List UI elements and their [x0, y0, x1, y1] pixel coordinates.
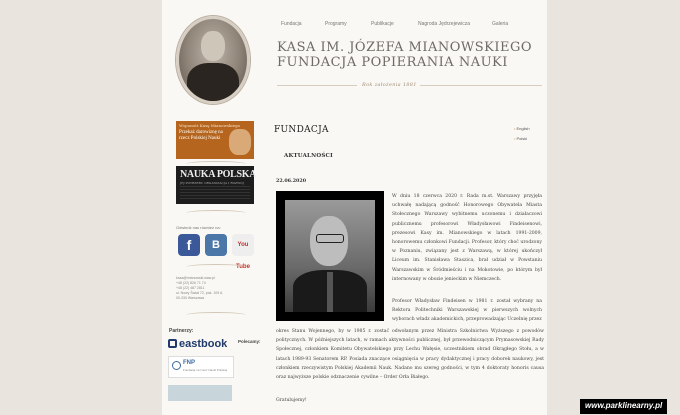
divider-right [420, 85, 542, 86]
photo-background [285, 200, 375, 312]
portrait-body [187, 63, 239, 104]
fnp-sub: Fundacja na rzecz Nauki Polskiej [183, 368, 228, 372]
fnp-logo-icon [172, 361, 181, 370]
nav-fundacja[interactable]: Fundacja [281, 21, 302, 27]
site-title [277, 40, 537, 70]
contact-email[interactable]: kasa@mianowski.waw.pl [176, 276, 215, 280]
youtube-icon[interactable]: You Tube [232, 234, 254, 256]
ornament-divider [186, 312, 246, 318]
vk-icon[interactable]: B [205, 234, 227, 256]
lang-polski[interactable]: • Polski [514, 134, 530, 144]
contact-phone-2: +48 (22) 487 2811 [176, 286, 205, 290]
contact-phone-1: +48 (22) 826 71 74 [176, 281, 206, 285]
donation-text: Przekaż darowiznę na rzecz Polskiej Nauki [179, 130, 223, 141]
news-closing: Gratulujemy! [276, 398, 307, 403]
news-paragraph-3: okres Stanu Wojennego, by w 1985 r. zostać odwołanym przez Ministra Szkolnictwa Wyższego z powodów politycznych. W późniejszych latach, w ramach aktywności publicznej, był przewodniczącym Prymasowskiej Rady Społecznej, członkiem Komitetu Obywatelskiego przy Lechu Wałęsie, uczestnikiem obrad Okrągłego Stołu, a w latach 1989-93 Senatorem RP. Posiada znaczące osiągnięcia w pracy dydaktycznej i pracy doborek naukowy, jest członkiem rzeczywistym Polskiej Akademii Nauk. Nadano mu szereg godności, w tym 4 doktoraty honoris causa oraz najwyższe polskie odznaczenie cywilne – Order Orła Białego. [276, 329, 544, 381]
donation-banner[interactable] [176, 121, 254, 159]
contact-address: ul. Nowy Świat 72, pok. 109 A [176, 291, 223, 295]
partner-logo[interactable] [168, 385, 232, 401]
follow-label: Odwiedź nas również na: [176, 225, 221, 230]
news-photo [276, 191, 384, 321]
page-heading: FUNDACJA [274, 125, 329, 135]
news-paragraph-2: Profesor Władysław Findeisen w 1981 r. został wybrany na Rektora Politechniki Warszawskiej w pierwszych wolnych wyborach władz akademickich, przeprowadzając Uczelnię przez [392, 299, 542, 323]
nav-publikacje[interactable]: Publikacje [371, 21, 394, 27]
nauka-polska-title: NAUKA POLSKA [180, 169, 257, 180]
section-heading: AKTUALNOŚCI [284, 153, 333, 159]
news-date: 22.06.2020 [276, 178, 307, 184]
fnp-name: FNP [183, 360, 195, 366]
nav-programy[interactable]: Programy [325, 21, 347, 27]
watermark: www.parklinearny.pl [580, 399, 667, 414]
photo-tie [327, 272, 333, 312]
ornament-divider [186, 264, 246, 270]
nauka-polska-lines [180, 186, 250, 200]
news-paragraph-1: W dniu 18 czerwca 2020 r. Rada m.st. Warszawy przyjęła uchwałę nadającą godność Honorowego Obywatela Miasta Stołecznego Warszawy wybitnemu uczonemu i działaczowi publicznemu profesorowi Władysławowi Findeisenowi, prezesowi Kasy im. Mianowskiego w latach 1991-2009, honorowemu członkowi Fundacji. Profesor, który choć urodzony w Poznaniu, związany jest z Warszawą, w której ukończył Liceum im. Stanisława Staszica, brał udział w Powstaniu Warszawskim w Śródmieściu i na Mokotowie, po którym był internowany w obozie jenieckim w Niemczech. [392, 194, 542, 282]
eastbook-name: eastbook [179, 338, 228, 350]
eastbook-logo[interactable] [168, 338, 227, 350]
partners-label: Partnerzy: [169, 328, 194, 334]
donation-portrait-icon [229, 129, 251, 155]
nav-galeria[interactable]: Galeria [492, 21, 509, 27]
facebook-icon[interactable]: f [178, 234, 200, 256]
nauka-polska-banner[interactable] [176, 166, 257, 204]
founder-portrait[interactable] [176, 16, 250, 104]
lang-english[interactable]: • English [514, 124, 530, 134]
ornament-divider [186, 210, 246, 216]
eastbook-mark-icon [168, 339, 177, 348]
fnp-logo[interactable] [168, 356, 234, 378]
contact-block [176, 276, 222, 301]
nauka-polska-subtitle: JEJ POTRZEBY, ORGANIZACJA I ROZWÓJ [180, 181, 244, 185]
site-title-line1: KASA IM. JÓZEFA MIANOWSKIEGO [277, 40, 533, 55]
donation-caption: Wspomóż Kasę Mianowskiego [179, 123, 241, 128]
nav-nagroda[interactable]: Nagroda Jędrzejewicza [418, 21, 470, 27]
founded-text: Rok założenia 1881 [362, 82, 417, 88]
language-switcher [514, 124, 530, 144]
divider-left [277, 85, 357, 86]
portrait-head [201, 31, 225, 61]
contact-city: 00-330 Warszawa [176, 296, 205, 300]
polecamy-label: Polecamy: [238, 339, 261, 344]
photo-glasses [316, 234, 344, 243]
site-title-line2: FUNDACJA POPIERANIA NAUKI [277, 55, 508, 70]
